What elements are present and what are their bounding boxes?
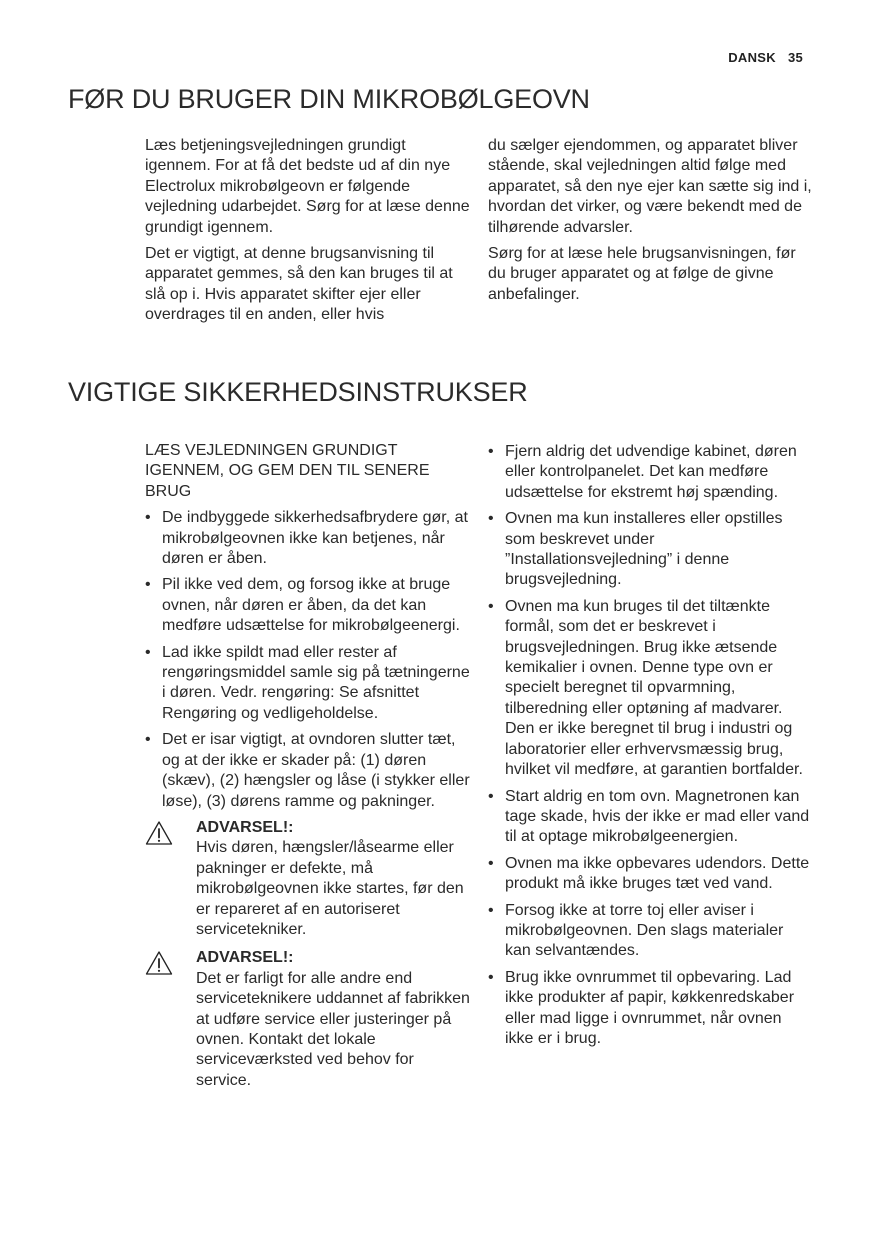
intro-paragraph: du sælger ejendommen, og apparatet bliver stående, skal vejledningen altid følge med apparatet, så den nye ejer kan sætte sig ind i, hvordan det virker, og være bekendt med de tilhørende advarsler. [488, 137, 812, 236]
warning-title: ADVARSEL!: [196, 818, 294, 836]
warning-block [145, 948, 470, 1091]
safety-column-left [145, 441, 470, 1099]
section-title-before-use: FØR DU BRUGER DIN MIKROBØLGEOVN [68, 84, 590, 114]
warning-triangle-icon [145, 820, 173, 846]
list-item: • Ovnen ma kun bruges til det tiltænkte formål, som det er beskrevet i brugsvejledningen. Brug ikke ætsende kemikalier i ovnen. Denne type ovn er specielt beregnet til opvarmning, tilberedning eller optøning af madvarer. Den er ikke beregnet til brug i industri og laboratorier eller erhvervsmæssig brug, hvilket vil medføre, at garantien bortfalder. [488, 597, 813, 781]
warning-text: Hvis døren, hængsler/låsearme eller pakninger er defekte, må mikrobølgeovnen ikke startes, før den er repareret af en autoriseret servicetekniker. [196, 839, 464, 938]
safety-list-left [145, 508, 470, 812]
intro-paragraph: Det er vigtigt, at denne brugsanvisning til apparatet gemmes, så den kan bruges til at slå op i. Hvis apparatet skifter ejer eller overdrages til en anden, eller hvis [145, 245, 453, 324]
safety-subtitle: LÆS VEJLEDNINGEN GRUNDIGT IGENNEM, OG GEM DEN TIL SENERE BRUG [145, 442, 430, 500]
warning-block [145, 818, 470, 940]
list-item: • Det er isar vigtigt, at ovndoren slutter tæt, og at der ikke er skader på: (1) døren (skæv), (2) hængsler og låse (i stykker eller løse), (3) dørens ramme og pakninger. [145, 730, 470, 812]
list-item: • Forsog ikke at torre toj eller aviser i mikrobølgeovnen. Den slags materialer kan selvantændes. [488, 901, 813, 962]
list-item: • Fjern aldrig det udvendige kabinet, døren eller kontrolpanelet. Det kan medføre udsættelse for ekstremt høj spænding. [488, 442, 813, 503]
intro-paragraph: Læs betjeningsvejledningen grundigt igennem. For at få det bedste ud af din nye Electrolux mikrobølgeovn er følgende vejledning udarbejdet. Sørg for at læse denne grundigt igennem. [145, 137, 470, 236]
warning-triangle-icon [145, 950, 173, 976]
intro-paragraph: Sørg for at læse hele brugsanvisningen, før du bruger apparatet og at følge de givne anbefalinger. [488, 245, 796, 303]
language-label: DANSK [728, 50, 776, 65]
safety-column-right [488, 442, 813, 1055]
safety-list-right [488, 442, 813, 1049]
intro-column-right [488, 136, 813, 311]
list-item: • Start aldrig en tom ovn. Magnetronen kan tage skade, hvis der ikke er mad eller vand til at optage mikrobølgeenergien. [488, 787, 813, 848]
list-item: • Lad ikke spildt mad eller rester af rengøringsmiddel samle sig på tætningerne i døren. Vedr. rengøring: Se afsnittet Rengøring og vedligeholdelse. [145, 643, 470, 725]
list-item: • Ovnen ma kun installeres eller opstilles som beskrevet under ”Installationsvejledning” i denne brugsvejledning. [488, 509, 813, 591]
page-header [728, 50, 803, 65]
page-number: 35 [787, 50, 803, 65]
list-item: • Ovnen ma ikke opbevares udendors. Dette produkt må ikke bruges tæt ved vand. [488, 854, 813, 895]
section-title-safety: VIGTIGE SIKKERHEDSINSTRUKSER [68, 377, 528, 407]
warning-title: ADVARSEL!: [196, 949, 294, 967]
warning-text: Det er farligt for alle andre end serviceteknikere uddannet af fabrikken at udføre service eller justeringer på ovnen. Kontakt det lokale serviceværksted ved behov for service. [196, 969, 470, 1089]
list-item: • Pil ikke ved dem, og forsog ikke at bruge ovnen, når døren er åben, da det kan medføre udsættelse for mikrobølgeenergi. [145, 575, 470, 636]
list-item: • De indbyggede sikkerhedsafbrydere gør, at mikrobølgeovnen ikke kan betjenes, når døren er åben. [145, 508, 470, 569]
list-item: • Brug ikke ovnrummet til opbevaring. Lad ikke produkter af papir, køkkenredskaber eller mad ligge i ovnrummet, når ovnen ikke er i brug. [488, 968, 813, 1050]
intro-column-left [145, 136, 470, 332]
